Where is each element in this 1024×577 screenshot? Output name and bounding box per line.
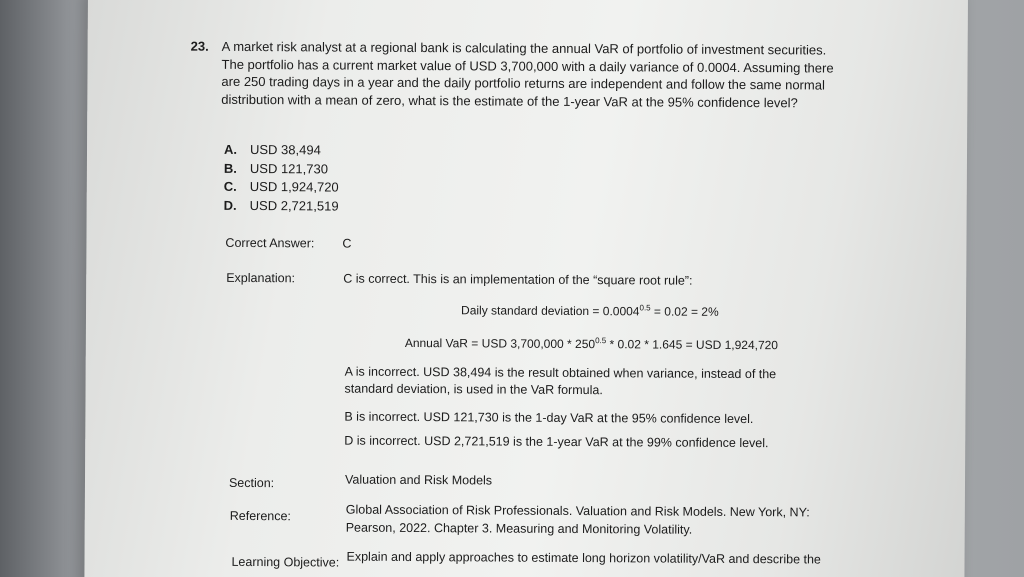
reference-label: Reference: [229, 508, 291, 524]
question-text: A market risk analyst at a regional bank is calculating the annual VaR of portfolio of investment securities. The portfolio has a current market value of USD 3,700,000 with a daily variance of 0.0004. Assuming there are 250 trading days in a year and the daily portfolio returns are independent and follow the same normal distribution with a mean of zero, what is the estimate of the 1-year VaR at the 95% confidence level? [221, 38, 834, 110]
option-text: USD 38,494 [249, 141, 321, 158]
formula-text: = 0.02 = 2% [650, 304, 719, 319]
option-d [224, 196, 339, 215]
annual-var-formula [405, 335, 778, 352]
option-b [224, 159, 339, 178]
page-content [84, 0, 968, 577]
learning-objective-label: Learning Objective: [231, 554, 340, 570]
daily-sd-formula [461, 302, 719, 319]
section-label: Section: [228, 475, 275, 491]
question-number: 23. [190, 38, 209, 54]
exam-page [84, 0, 968, 577]
option-letter: C. [223, 178, 237, 194]
option-letter: A. [223, 141, 238, 157]
option-text: USD 2,721,519 [249, 197, 339, 214]
d-incorrect-text: D is incorrect. USD 2,721,519 is the 1-year VaR at the 99% confidence level. [344, 433, 769, 451]
correct-answer-label: Correct Answer: [225, 235, 315, 251]
answer-options [224, 141, 339, 216]
option-c [224, 178, 339, 197]
a-incorrect-text: A is incorrect. USD 38,494 is the result obtained when variance, instead of the standard deviation, is used in the VaR formula. [344, 364, 777, 398]
section-value: Valuation and Risk Models [344, 472, 493, 488]
b-incorrect-text: B is incorrect. USD 121,730 is the 1-day VaR at the 95% confidence level. [344, 409, 754, 427]
option-letter: B. [223, 160, 237, 176]
formula-text: Annual VaR = USD 3,700,000 * 250 [404, 335, 596, 352]
option-a [224, 141, 339, 160]
correct-answer-value: C [342, 236, 352, 251]
explanation-intro: C is correct. This is an implementation of the “square root rule”: [343, 271, 693, 288]
option-text: USD 1,924,720 [249, 178, 339, 195]
formula-text: * 0.02 * 1.645 = USD 1,924,720 [606, 337, 779, 353]
option-text: USD 121,730 [249, 160, 329, 176]
option-letter: D. [223, 197, 237, 213]
reference-value: Global Association of Risk Professionals. Valuation and Risk Models. New York, NY: Pearson, 2022. Chapter 3. Measuring and Monitoring Volatility. [345, 502, 810, 537]
formula-text: Daily standard deviation = 0.0004 [461, 303, 640, 319]
formula-exponent: 0.5 [639, 303, 651, 313]
formula-exponent: 0.5 [595, 336, 607, 346]
explanation-label: Explanation: [226, 270, 296, 286]
learning-objective-value: Explain and apply approaches to estimate long horizon volatility/VaR and describe the [346, 549, 821, 567]
